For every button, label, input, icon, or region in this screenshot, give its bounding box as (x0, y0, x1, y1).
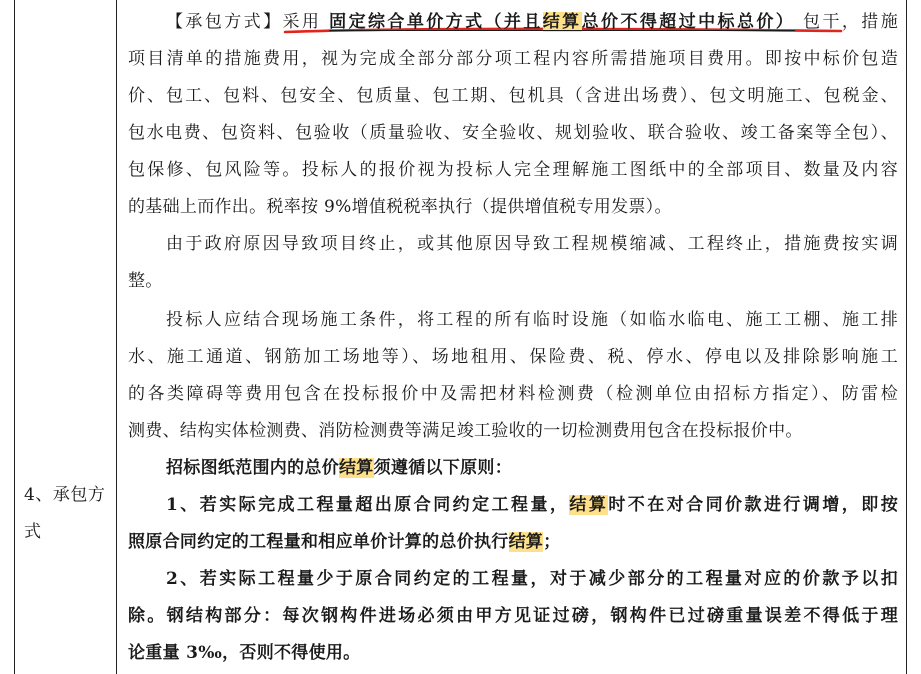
para3-line: 水、施工通道、钢筋加工场地等）、场地租用、保险费、税、停水、停电以及排除影响施工 (128, 347, 898, 367)
para1-line: 包水电费、包资料、包验收（质量验收、安全验收、规划验收、联合验收、竣工备案等全包）、 (128, 123, 898, 143)
highlight-settlement: 结算 (508, 532, 544, 552)
para1-line: 的基础上而作出。税率按 9%增值税税率执行（提供增值税专用发票）。 (128, 197, 672, 217)
row-label-line: 式 (24, 522, 42, 542)
para6-line: 除。钢结构部分：每次钢构件进场必须由甲方见证过磅，钢构件已过磅重量误差不得低于理 (128, 606, 898, 626)
para1-line: 【承包方式】采用 固定综合单价方式（并且结算总价不得超过中标总价） 包干，措施 (166, 12, 898, 32)
para2-line: 由于政府原因导致项目终止，或其他原因导致工程规模缩减、工程终止，措施费按实调 (166, 234, 898, 254)
highlight-settlement: 结算 (569, 495, 609, 515)
para6-line: 论重量 3‰，否则不得使用。 (128, 643, 361, 663)
para6-line: 2、若实际工程量少于原合同约定的工程量，对于减少部分的工程量对应的价款予以扣 (166, 569, 898, 589)
para1-line: 包保修、包风险等。投标人的报价视为投标人完全理解施工图纸中的全部项目、数量及内容 (128, 160, 898, 180)
para2-line: 整。 (128, 271, 163, 291)
para1-line: 项目清单的措施费用，视为完成全部分部分项工程内容所需措施项目费用。即按中标价包造 (128, 49, 898, 69)
highlight-settlement: 结算 (339, 458, 374, 478)
para1-line: 价、包工、包料、包安全、包质量、包工期、包机具（含进出场费）、包文明施工、包税金、 (128, 86, 898, 106)
para3-line: 投标人应结合现场施工条件，将工程的所有临时设施（如临水临电、施工工棚、施工排 (166, 310, 898, 330)
fixed-price-method: 固定综合单价方式（并且结算总价不得超过中标总价） (329, 12, 796, 32)
contract-content (128, 4, 898, 672)
column-divider (116, 0, 117, 674)
para5-line: 照原合同约定的工程量和相应单价计算的总价执行结算； (128, 532, 561, 552)
contract-method-label: 【承包方式】采用 (166, 12, 322, 32)
para5-line: 1、若实际完成工程量超出原合同约定工程量，结算时不在对合同价款进行调增，即按 (166, 495, 898, 515)
para3-line: 测费、结构实体检测费、消防检测费等满足竣工验收的一切检测费用包含在投标报价中。 (128, 421, 803, 441)
para4-line: 招标图纸范围内的总价结算须遵循以下原则： (166, 458, 513, 478)
highlight-settlement: 结算 (542, 12, 582, 32)
row-label-cell (24, 477, 110, 551)
para3-line: 的各类障碍等费用包含在投标报价中及需把材料检测费（检测单位由招标方指定）、防雷检 (128, 384, 898, 404)
row-label-line: 4、承包方 (24, 485, 106, 505)
